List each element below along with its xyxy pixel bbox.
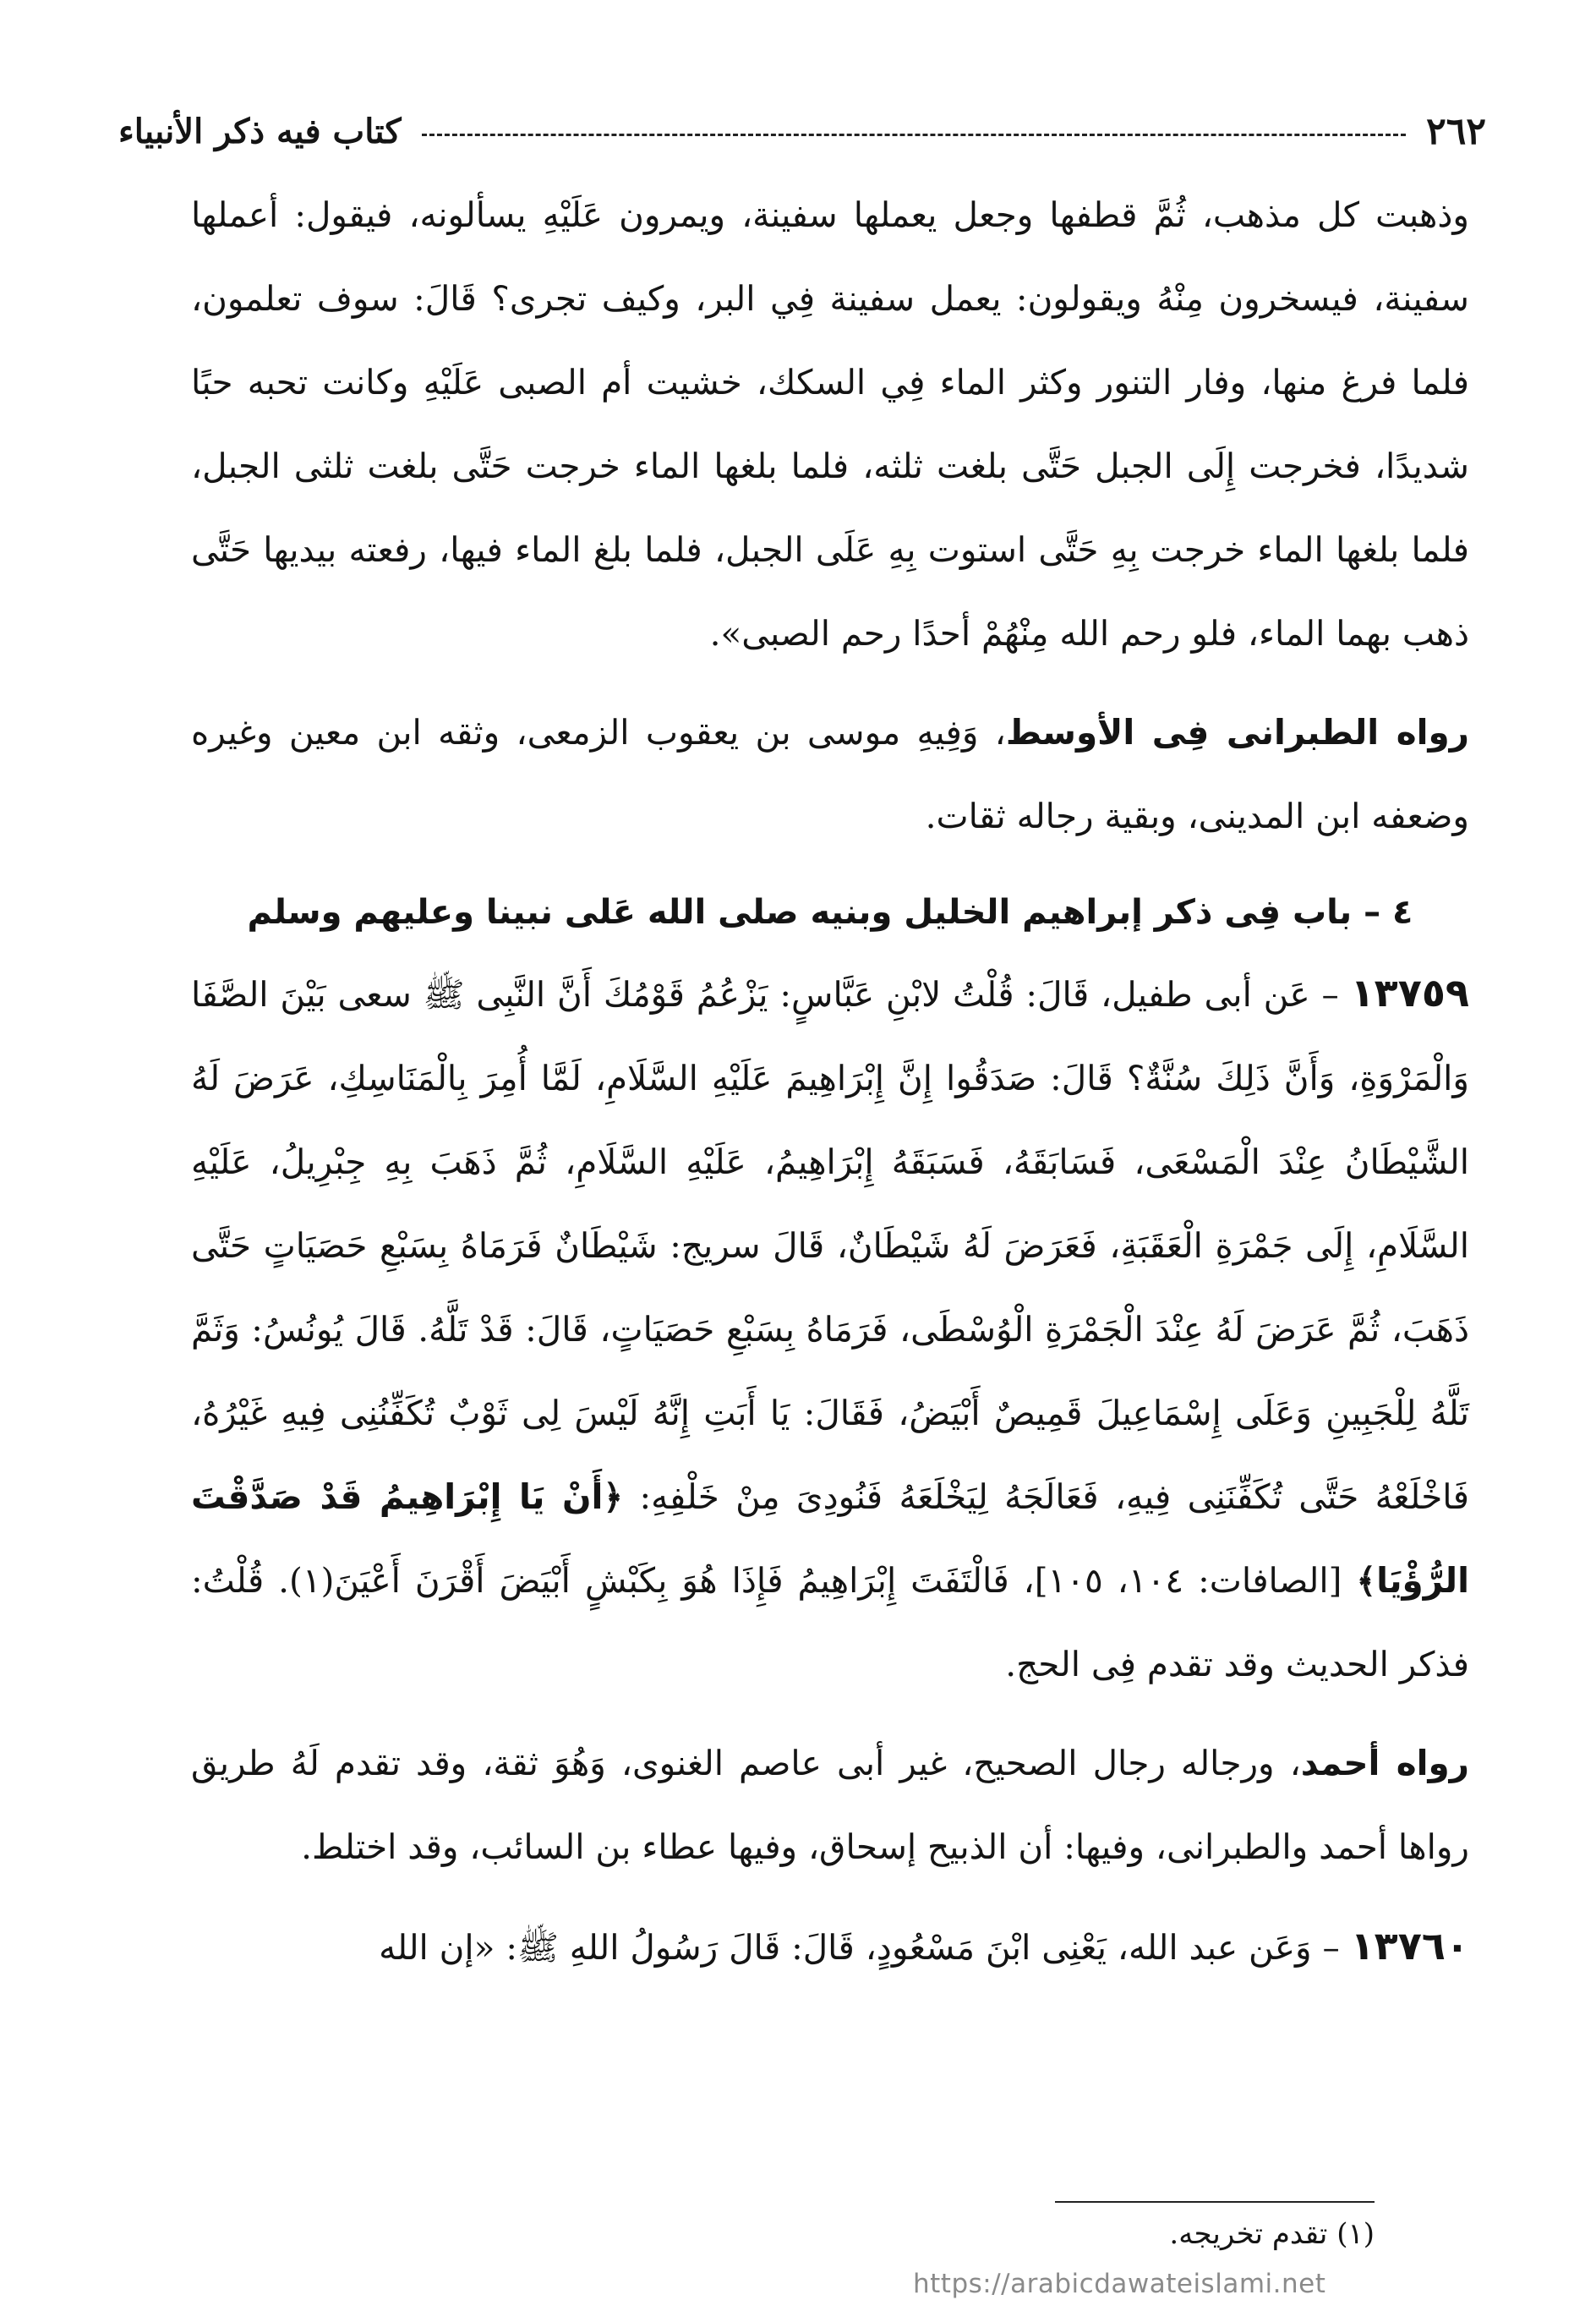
paragraph-source-note-1 <box>191 691 1469 858</box>
source-lead: رواه الطبرانى فِى الأوسط <box>1005 712 1469 753</box>
hadith-text-before: – عَن أبى طفيل، قَالَ: قُلْتُ لابْنِ عَبَّاسٍ: يَزْعُمُ قَوْمُكَ أَنَّ النَّبِى ﷺ سعى بَيْنَ الصَّفَا وَالْمَرْوَةِ، وَأَنَّ ذَلِكَ سُنَّةٌ؟ قَالَ: صَدَقُوا إِنَّ إِبْرَاهِيمَ عَلَيْهِ السَّلَامِ، لَمَّا أُمِرَ بِالْمَنَاسِكِ، عَرَضَ لَهُ الشَّيْطَانُ عِنْدَ الْمَسْعَى، فَسَابَقَهُ، فَسَبَقَهُ إِبْرَاهِيمُ، عَلَيْهِ السَّلَامِ، ثُمَّ ذَهَبَ بِهِ جِبْرِيلُ، عَلَيْهِ السَّلَامِ، إِلَى جَمْرَةِ الْعَقَبَةِ، فَعَرَضَ لَهُ شَيْطَانٌ، قَالَ سريج: شَيْطَانٌ فَرَمَاهُ بِسَبْعِ حَصَيَاتٍ حَتَّى ذَهَبَ، ثُمَّ عَرَضَ لَهُ عِنْدَ الْجَمْرَةِ الْوُسْطَى، فَرَمَاهُ بِسَبْعِ حَصَيَاتٍ، قَالَ: قَدْ تَلَّهُ. قَالَ يُونُسُ: وَثَمَّ تَلَّهُ لِلْجَبِينِ وَعَلَى إِسْمَاعِيلَ قَمِيصٌ أَبْيَضُ، فَقَالَ: يَا أَبَتِ إِنَّهُ لَيْسَ لِى ثَوْبٌ تُكَفِّنُنِى فِيهِ غَيْرُهُ، فَاخْلَعْهُ حَتَّى تُكَفِّنَنِى فِيهِ، فَعَالَجَهُ لِيَخْلَعَهُ فَنُودِىَ مِنْ خَلْفِهِ: <box>191 974 1469 1517</box>
footnote: (١) تقدم تخريجه. <box>1169 2217 1375 2251</box>
hadith-number: ١٣٧٦٠ <box>1350 1923 1469 1969</box>
running-header <box>118 101 1486 161</box>
header-title: كتاب فيه ذكر الأنبياء <box>118 111 402 151</box>
chapter-heading: ٤ – باب فِى ذكر إبراهيم الخليل وبنيه صلى الله عَلى نبينا وعليهم وسلم <box>247 893 1413 932</box>
paragraph-source-note-2 <box>191 1722 1469 1889</box>
hadith-text-after: [الصافات: ١٠٤، ١٠٥]، فَالْتَفَتَ إِبْرَاهِيمُ فَإِذَا هُوَ بِكَبْشٍ أَبْيَضَ أَقْرَنَ أَعْيَنَ(١). قُلْتُ: فذكر الحديث وقد تقدم فِى الحج. <box>191 1560 1469 1684</box>
page-body <box>191 173 1469 1990</box>
hadith-text: – وَعَن عبد الله، يَعْنِى ابْنَ مَسْعُودٍ، قَالَ: قَالَ رَسُولُ اللهِ ﷺ: «إن الله <box>379 1927 1351 1968</box>
source-text: ، وَفِيهِ موسى بن يعقوب الزمعى، وثقه ابن معين وغيره وضعفه ابن المدينى، وبقية رجاله ثقات. <box>191 712 1469 836</box>
header-dash-line <box>422 134 1407 136</box>
hadith-13760 <box>191 1904 1469 1990</box>
hadith-13759 <box>191 951 1469 1706</box>
paragraph-continued: وذهبت كل مذهب، ثُمَّ قطفها وجعل يعملها سفينة، ويمرون عَلَيْهِ يسألونه، فيقول: أعملها سفينة، فيسخرون مِنْهُ ويقولون: يعمل سفينة فِي البر، وكيف تجرى؟ قَالَ: سوف تعلمون، فلما فرغ منها، وفار التنور وكثر الماء فِي السكك، خشيت أم الصبى عَلَيْهِ وكانت تحبه حبًا شديدًا، فخرجت إِلَى الجبل حَتَّى بلغت ثلثه، فلما بلغها الماء خرجت حَتَّى بلغت ثلثى الجبل، فلما بلغها الماء خرجت بِهِ حَتَّى استوت بِهِ عَلَى الجبل، فلما بلغ الماء فيها، رفعته بيديها حَتَّى ذهب بهما الماء، فلو رحم الله مِنْهُمْ أحدًا رحم الصبى». <box>191 194 1470 654</box>
hadith-number: ١٣٧٥٩ <box>1350 970 1469 1016</box>
page-number: ٢٦٢ <box>1426 109 1486 153</box>
source-text: ، ورجاله رجال الصحيح، غير أبى عاصم الغنوى، وَهُوَ ثقة، وقد تقدم لَهُ طريق رواها أحمد والطبرانى، وفيها: أن الذبيح إسحاق، وفيها عطاء بن السائب، وقد اختلط. <box>191 1743 1469 1867</box>
watermark-url: https://arabicdawateislami.net <box>913 2269 1326 2299</box>
footnote-divider <box>1055 2201 1375 2203</box>
quran-verse: ﴿أَنْ يَا إِبْرَاهِيمُ قَدْ صَدَّقْتَ الرُّؤْيَا﴾ <box>191 1476 1469 1601</box>
source-lead: رواه أحمد <box>1300 1743 1469 1783</box>
